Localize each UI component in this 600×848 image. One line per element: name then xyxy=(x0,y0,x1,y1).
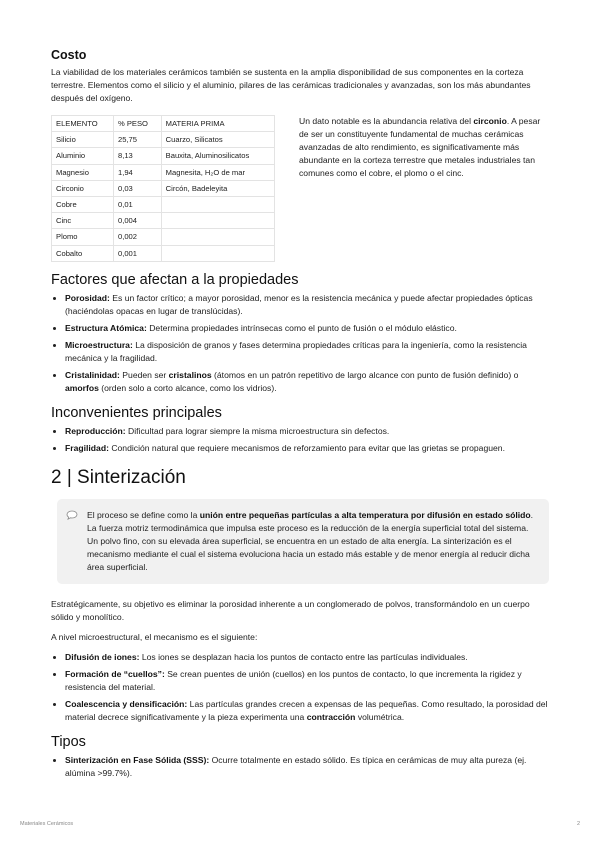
table-cell: Circón, Badeleyita xyxy=(161,180,274,196)
inconvenientes-heading: Inconvenientes principales xyxy=(51,404,222,421)
table-header-row xyxy=(52,116,275,132)
definition-callout xyxy=(57,499,549,584)
list-text: La disposición de granos y fases determina propiedades críticas para la ingeniería, como la resistencia mecánica y la fragilidad. xyxy=(65,339,527,363)
list-bold: cristalinos xyxy=(168,369,212,380)
list-text: Condición natural que requiere mecanismos de reforzamiento para evitar que las grietas se propaguen. xyxy=(108,442,505,453)
callout-span: . La fuerza motriz termodinámica que impulsa este proceso es la reducción de la energía superficial total del sistema. Un polvo fino, con su elevada área superficial, se encuentra en un estado de alta energía. La sinterización es el mecanismo mediante el cual el sistema evoluciona hacia un estado más estable y de menor energía al reducir dicha área superficial. xyxy=(87,509,534,572)
list-term: Fragilidad: xyxy=(65,442,109,453)
callout-bold: unión entre pequeñas partículas a alta temperatura por difusión en estado sólido xyxy=(199,509,531,520)
list-item xyxy=(65,668,549,694)
table-cell: Aluminio xyxy=(52,148,114,164)
factores-heading: Factores que afectan a la propiedades xyxy=(51,271,299,288)
footer-title: Materiales Cerámicos xyxy=(20,821,74,827)
abundance-table xyxy=(51,115,275,262)
table-cell: Cinc xyxy=(52,213,114,229)
note-text: . A pesar de ser un constituyente fundamental de muchas cerámicas avanzadas de alto rendimiento, es significativamente más abundante en la corteza terrestre que metales industriales tan comunes como el cobre, el plomo o el cinc. xyxy=(299,116,541,178)
list-item xyxy=(65,292,549,318)
list-item xyxy=(65,425,549,438)
note-text: Un dato notable es la abundancia relativa del xyxy=(299,116,474,126)
circonio-note xyxy=(299,115,549,262)
list-term: Cristalinidad: xyxy=(65,369,120,380)
table-row xyxy=(52,229,275,245)
table-cell: Magnesio xyxy=(52,164,114,180)
table-cell: Plomo xyxy=(52,229,114,245)
costo-paragraph: La viabilidad de los materiales cerámicos también se sustenta en la amplia disponibilidad de sus componentes en la corteza terrestre. Elementos como el silicio y el aluminio, pilares de las cerámicas tradicionales y avanzadas, son los más abundantes después del oxígeno. xyxy=(51,67,531,103)
table-cell: Bauxita, Aluminosilicatos xyxy=(161,148,274,164)
list-text: volumétrica. xyxy=(355,711,405,722)
tipos-list xyxy=(51,754,549,780)
table-row xyxy=(52,213,275,229)
callout-text xyxy=(87,509,535,574)
tipos-heading: Tipos xyxy=(51,733,86,750)
table-cell xyxy=(161,213,274,229)
table-cell: Cobre xyxy=(52,196,114,212)
list-term: Formación de “cuellos”: xyxy=(65,668,165,679)
list-item xyxy=(65,442,549,455)
table-row xyxy=(52,196,275,212)
table-row xyxy=(52,180,275,196)
list-term: Coalescencia y densificación: xyxy=(65,698,188,709)
note-bold: circonio xyxy=(473,116,507,126)
factores-list xyxy=(51,292,549,395)
list-term: Microestructura: xyxy=(65,339,133,350)
inconvenientes-list xyxy=(51,425,549,455)
list-text: Dificultad para lograr siempre la misma microestructura sin defectos. xyxy=(125,425,390,436)
table-cell: Silicio xyxy=(52,132,114,148)
table-row xyxy=(52,148,275,164)
table-cell: 25,75 xyxy=(113,132,161,148)
list-item xyxy=(65,339,549,365)
list-term: Reproducción: xyxy=(65,425,126,436)
page-footer xyxy=(20,821,580,827)
list-text: Determina propiedades intrínsecas como el punto de fusión o el módulo elástico. xyxy=(146,322,457,333)
page-content xyxy=(51,48,549,786)
callout-span: El proceso se define como la xyxy=(87,509,200,520)
costo-two-column xyxy=(51,115,549,262)
list-item xyxy=(65,322,549,335)
list-term: Porosidad: xyxy=(65,292,110,303)
table-cell: Cuarzo, Silicatos xyxy=(161,132,274,148)
table-cell: 0,01 xyxy=(113,196,161,212)
list-text: (orden solo a corto alcance, como los vidrios). xyxy=(98,382,277,393)
table-cell xyxy=(161,229,274,245)
table-cell xyxy=(161,196,274,212)
list-text: Es un factor crítico; a mayor porosidad, menor es la resistencia mecánica y puede afectar propiedades ópticas (haciéndolas opacas en lugar de translúcidas). xyxy=(65,292,533,316)
list-text: Pueden ser xyxy=(119,369,169,380)
list-bold: amorfos xyxy=(65,382,99,393)
list-term: Difusión de iones: xyxy=(65,651,140,662)
table-cell: 0,004 xyxy=(113,213,161,229)
list-text: Ocurre totalmente en estado sólido. Es típica en cerámicas de muy alta pureza (ej. alúmina >99.7%). xyxy=(65,754,527,778)
table-row xyxy=(52,164,275,180)
table-header-cell: ELEMENTO xyxy=(52,116,114,132)
sinterizacion-paragraph: A nivel microestructural, el mecanismo es el siguiente: xyxy=(51,631,258,642)
table-cell: 8,13 xyxy=(113,148,161,164)
table-cell: 0,03 xyxy=(113,180,161,196)
list-item xyxy=(65,651,549,664)
table-header-cell: MATERIA PRIMA xyxy=(161,116,274,132)
list-term: Estructura Atómica: xyxy=(65,322,147,333)
table-header-cell: % PESO xyxy=(113,116,161,132)
list-text: (átomos en un patrón repetitivo de largo alcance con punto de fusión definido) o xyxy=(211,369,519,380)
list-text: Las partículas grandes crecen a expensas de las pequeñas. Como resultado, la porosidad del material decrece significativamente y la pieza experimenta una xyxy=(65,698,548,722)
list-term: Sinterización en Fase Sólida (SSS): xyxy=(65,754,210,765)
costo-heading: Costo xyxy=(51,48,87,62)
mecanismo-list xyxy=(51,651,549,724)
list-text: Los iones se desplazan hacia los puntos de contacto entre las partículas individuales. xyxy=(139,651,468,662)
list-item xyxy=(65,369,549,395)
table-cell: Circonio xyxy=(52,180,114,196)
list-item xyxy=(65,754,549,780)
table-row xyxy=(52,245,275,261)
table-cell: 1,94 xyxy=(113,164,161,180)
speech-bubble-icon xyxy=(66,510,78,520)
table-row xyxy=(52,132,275,148)
list-item xyxy=(65,698,549,724)
sinterizacion-paragraph: Estratégicamente, su objetivo es eliminar la porosidad inherente a un conglomerado de polvos, transformándolo en un cuerpo sólido y monolítico. xyxy=(51,598,530,622)
page-number: 2 xyxy=(576,821,580,827)
list-bold: contracción xyxy=(306,711,356,722)
table-cell: 0,002 xyxy=(113,229,161,245)
list-text: Se crean puentes de unión (cuellos) en los puntos de contacto, lo que incrementa la rigidez y resistencia del material. xyxy=(65,668,522,692)
table-cell xyxy=(161,245,274,261)
section-title: 2 | Sinterización xyxy=(51,466,186,488)
table-cell: 0,001 xyxy=(113,245,161,261)
table-cell: Cobalto xyxy=(52,245,114,261)
table-cell: Magnesita, H₂O de mar xyxy=(161,164,274,180)
